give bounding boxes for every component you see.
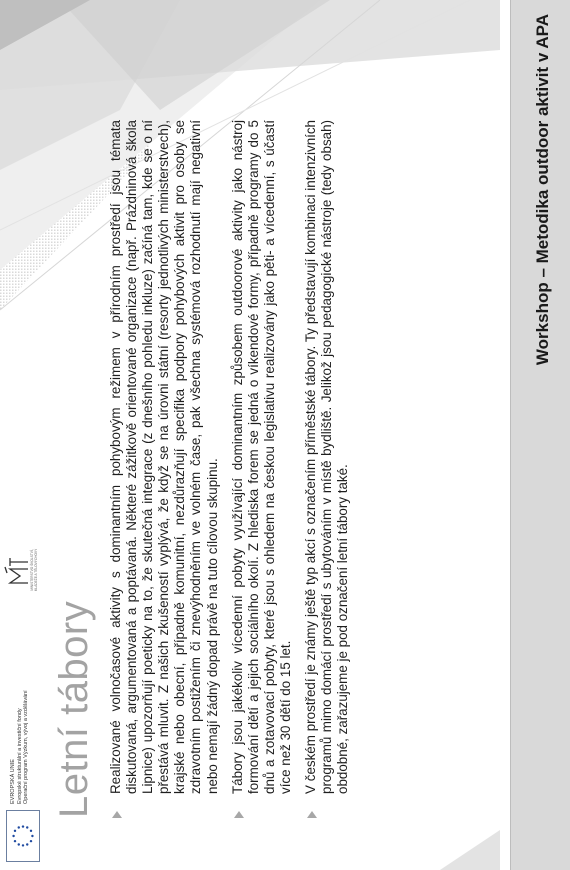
ministry-logo <box>4 540 40 600</box>
side-title-box <box>523 8 563 448</box>
bullet-paragraph <box>108 120 221 820</box>
ministry-text <box>30 540 38 600</box>
bullet-paragraph <box>230 120 294 820</box>
triangle-bullet-icon <box>112 811 122 818</box>
bottom-left-facet <box>440 830 500 870</box>
workshop-title: Workshop – Metodika outdoor aktivit v APA <box>533 14 552 366</box>
slide-title: Letní tábory <box>52 600 96 818</box>
eu-line: Operační program Výzkum, vývoj a vzdělávání <box>23 690 29 804</box>
bullet-paragraph <box>303 120 351 820</box>
triangle-bullet-icon <box>234 811 244 818</box>
side-panel <box>510 0 570 870</box>
eu-flag-icon <box>6 810 40 862</box>
triangle-bullet-icon <box>307 811 317 818</box>
msmt-emblem-icon <box>4 556 30 586</box>
paragraph-text: Realizované volnočasové aktivity s dominantním pohybovým režimem v přírodním prostředí jsou témata diskutovaná, argumentovaná a poptávaná. Některé zážitkově orientované organizace (např. Prázdninová škola Lipnice) upozorňují poeticky na to, že skutečná integrace (z dnešního pohledu inkluze) začíná tam, kde se o ní přestává mluvit. Z našich zkušeností vyplývá, že když se na úrovni státní (resorty jednotlivých ministerstvech), krajské nebo obecní, případně komunitní, nezdůrazňují specifika podpory pohybových aktivit pro osoby se zdravotním postižením či znevýhodněním ve volném čase, pak všechna systémová rozhodnutí mají negativní nebo nemají žádný dopad právě na tuto cílovou skupinu. <box>108 120 220 794</box>
ministry-line: MLÁDEŽE A TĚLOVÝCHOVY <box>34 548 38 592</box>
eu-line: Evropské strukturální a investiční fondy <box>16 708 23 804</box>
slide-content <box>108 120 360 820</box>
eu-line: EVROPSKÁ UNIE <box>10 759 16 804</box>
paragraph-text: V českém prostředí je známy ještě typ akcí s označením příměstské tábory. Ty představují kombinaci intenzivních programů mimo domácí prostředí s ubytováním v místě bydliště. Jelikož jsou pedagogické nástroje (tedy obsah) obdobné, zařazujeme je pod označení letní tábory také. <box>303 120 351 794</box>
eu-funding-text <box>10 654 30 804</box>
header-logos <box>4 532 44 862</box>
paragraph-text: Tábory jsou jakékoliv vícedenní pobyty využívající dominantním způsobem outdoorové aktivity jako nástroj formování dětí a jejich sociálního okolí. Z hlediska forem se jedná o víkendové formy, případně programy do 5 dnů a zotavovací pobyty, které jsou s ohledem na českou legislativu realizovány jako pěti- a vícedenní, s účastí více než 30 dětí do 15 let. <box>229 120 293 794</box>
ministry-line: MINISTERSTVO ŠKOLSTVÍ, <box>30 549 34 591</box>
